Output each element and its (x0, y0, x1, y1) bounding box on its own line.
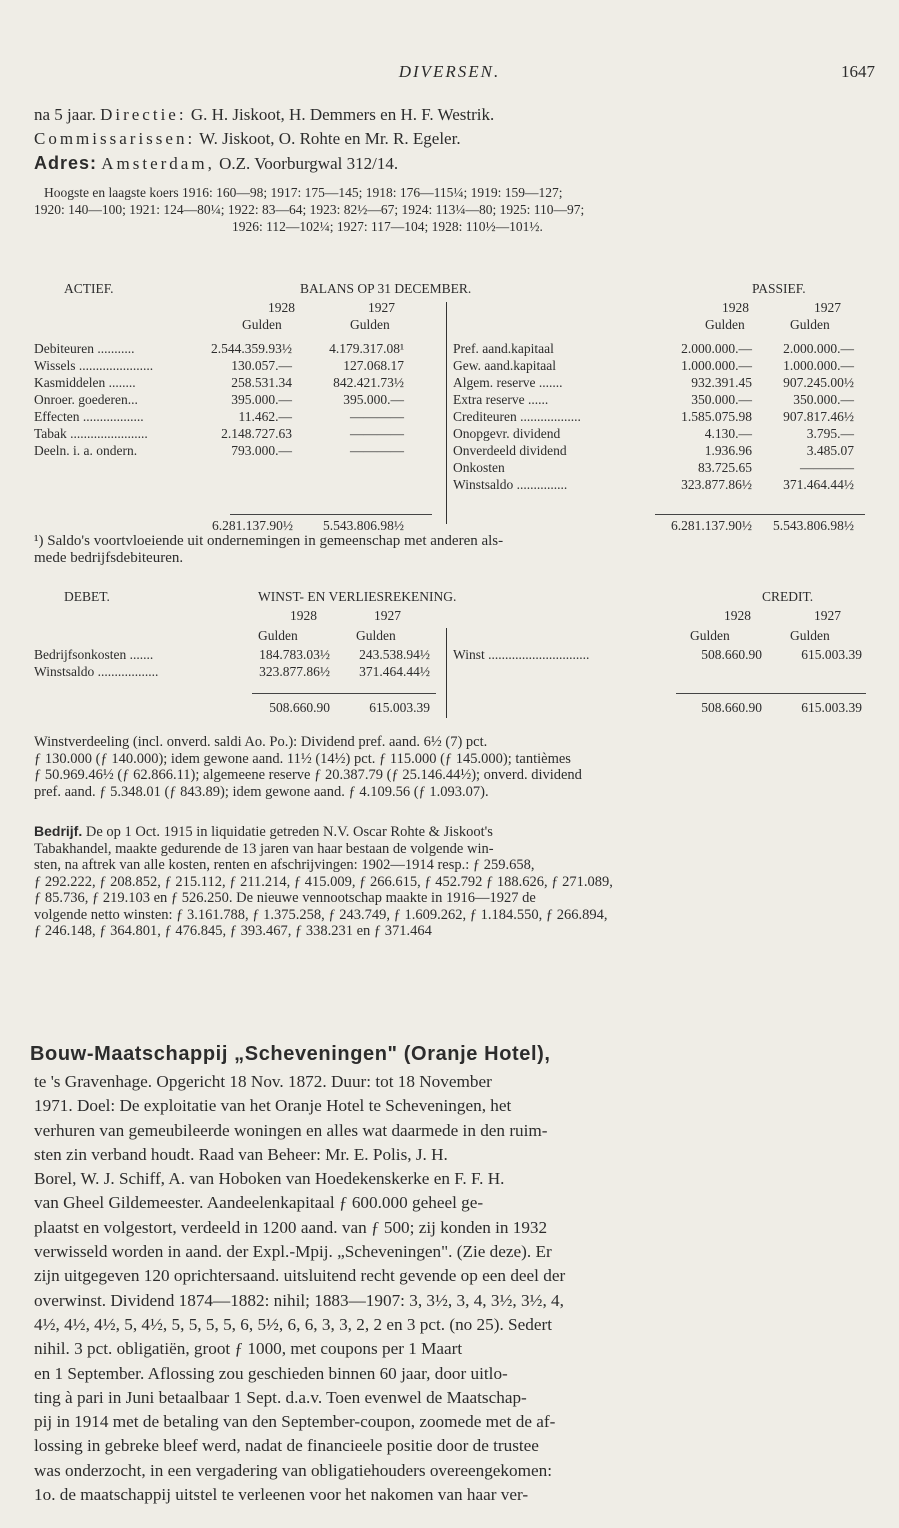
row-label: Debiteuren ........... (34, 341, 135, 356)
value-1927: 3.485.07 (806, 443, 854, 458)
value-1927: ———— (350, 426, 404, 441)
company-description (34, 1070, 869, 1507)
value-1927: 842.421.73½ (333, 375, 404, 390)
value-1927: 2.000.000.— (783, 341, 854, 356)
debet-total-1928: 508.660.90 (269, 700, 330, 715)
debet-year-1927: 1927 (374, 608, 401, 623)
value-1927: ———— (350, 409, 404, 424)
description-line: overwinst. Dividend 1874—1882: nihil; 1883—1907: 3, 3½, 3, 4, 3½, 3½, 4, (34, 1290, 564, 1310)
description-line: ting à pari in Juni betaalbaar 1 Sept. d.a.v. Toen evenwel de Maatschap- (34, 1387, 527, 1407)
value-1928: 1.000.000.— (681, 358, 752, 373)
row-label: Winstsaldo ............... (453, 477, 568, 492)
credit-total-1927: 615.003.39 (801, 700, 862, 715)
value-1927: 1.000.000.— (783, 358, 854, 373)
company-heading: Bouw-Maatschappij „Scheveningen" (Oranje Hotel), (30, 1043, 551, 1065)
row-label: Onverdeeld dividend (453, 443, 567, 458)
value-1928: 130.057.— (231, 358, 292, 373)
row-label: Onkosten (453, 460, 505, 475)
description-line: pij in 1914 met de betaling van den September-coupon, zoomede met de af- (34, 1412, 556, 1432)
value-1928: 1.936.96 (704, 443, 752, 458)
passief-total-1928: 6.281.137.90½ (671, 518, 752, 533)
adres-city: Amsterdam, (101, 154, 215, 173)
intro-text: na 5 jaar. (34, 105, 96, 124)
row-label: Effecten .................. (34, 409, 144, 424)
actief-label: ACTIEF. (64, 281, 114, 296)
winstverdeling-line: ƒ 130.000 (ƒ 140.000); idem gewone aand. 11½ (14½) pct. ƒ 115.000 (ƒ 145.000); tantièmes (34, 750, 571, 767)
credit-total-1928: 508.660.90 (701, 700, 762, 715)
passief-unit-1927: Gulden (790, 317, 830, 332)
running-header-title: DIVERSEN. (398, 62, 501, 81)
description-line: en 1 September. Aflossing zou geschieden binnen 60 jaar, door uitlo- (34, 1363, 508, 1383)
winst-divider (446, 628, 447, 718)
debet-label: DEBET. (64, 589, 110, 604)
directie-names: G. H. Jiskoot, H. Demmers en H. F. Westrik. (190, 105, 495, 124)
passief-total-rule (655, 514, 865, 515)
value-1927: 243.538.94½ (359, 647, 430, 662)
description-line: lossing in gebreke bleef werd, nadat de financieele positie door de trustee (34, 1436, 539, 1456)
adres-street: O.Z. Voorburgwal 312/14. (219, 154, 399, 173)
passief-total-1927: 5.543.806.98½ (773, 518, 854, 533)
actief-year-1927: 1927 (368, 300, 395, 315)
description-line: 1o. de maatschappij uitstel te verleenen voor het nakomen van haar ver- (34, 1485, 529, 1505)
bedrijf-line: ƒ 292.222, ƒ 208.852, ƒ 215.112, ƒ 211.214, ƒ 415.009, ƒ 266.615, ƒ 452.792 ƒ 188.626, ƒ 271.089, (34, 873, 613, 890)
actief-total-rule (230, 514, 432, 515)
winstverdeling-paragraph (34, 734, 869, 800)
credit-year-1927: 1927 (814, 608, 841, 623)
debet-total-1927: 615.003.39 (369, 700, 430, 715)
row-label: Deeln. i. a. ondern. (34, 443, 138, 458)
debet-unit-1928: Gulden (258, 628, 298, 643)
description-line: nihil. 3 pct. obligatiën, groot ƒ 1000, met coupons per 1 Maart (34, 1339, 463, 1359)
winstverdeling-line: Winstverdeeling (incl. onverd. saldi Ao. Po.): Dividend pref. aand. 6½ (7) pct. (34, 734, 488, 750)
value-1928: 184.783.03½ (259, 647, 330, 662)
bedrijf-line: volgende netto winsten: ƒ 3.161.788, ƒ 1.375.258, ƒ 243.749, ƒ 1.609.262, ƒ 1.184.550, ƒ 266.894, (34, 906, 608, 923)
credit-year-1928: 1928 (724, 608, 751, 623)
passief-unit-1928: Gulden (705, 317, 745, 332)
debet-unit-1927: Gulden (356, 628, 396, 643)
intro-line-2 (34, 128, 461, 150)
value-1927: 127.068.17 (343, 358, 404, 373)
value-1928: 2.000.000.— (681, 341, 752, 356)
actief-unit-1928: Gulden (242, 317, 282, 332)
bedrijf-label: Bedrijf. (34, 823, 83, 839)
directie-label: Directie: (100, 105, 187, 124)
credit-unit-1927: Gulden (790, 628, 830, 643)
value-1927: 3.795.— (806, 426, 854, 441)
passief-year-1927: 1927 (814, 300, 841, 315)
actief-total-1927: 5.543.806.98½ (323, 518, 404, 533)
row-label: Extra reserve ...... (453, 392, 549, 407)
description-line: te 's Gravenhage. Opgericht 18 Nov. 1872. Duur: tot 18 November (34, 1072, 492, 1091)
balans-divider (446, 302, 447, 524)
value-1928: 350.000.— (691, 392, 752, 407)
description-line: was onderzocht, in een vergadering van obligatiehouders overeengekomen: (34, 1460, 552, 1480)
balans-title: BALANS OP 31 DECEMBER. (300, 281, 472, 296)
value-1927: 371.464.44½ (783, 477, 854, 492)
winst-title: WINST- EN VERLIESREKENING. (258, 589, 457, 604)
description-line: sten zin verband houdt. Raad van Beheer: Mr. E. Polis, J. H. (34, 1144, 448, 1164)
row-label: Onopgevr. dividend (453, 426, 561, 441)
value-1928: 793.000.— (231, 443, 292, 458)
value-1928: 258.531.34 (231, 375, 292, 390)
credit-label: CREDIT. (762, 589, 814, 604)
value-1928: 508.660.90 (701, 647, 762, 662)
actief-total-1928: 6.281.137.90½ (212, 518, 293, 533)
description-line: verwisseld worden in aand. der Expl.-Mpij. „Scheveningen". (Zie deze). Er (34, 1242, 552, 1262)
value-1928: 2.544.359.93½ (211, 341, 292, 356)
value-1927: 615.003.39 (801, 647, 862, 662)
description-line: Borel, W. J. Schiff, A. van Hoboken van Hoedekenskerke en F. F. H. (34, 1169, 505, 1189)
value-1928: 323.877.86½ (681, 477, 752, 492)
actief-unit-1927: Gulden (350, 317, 390, 332)
row-label: Bedrijfsonkosten ....... (34, 647, 154, 662)
description-line: 4½, 4½, 4½, 5, 4½, 5, 5, 5, 5, 6, 5½, 6, 6, 3, 3, 2, 2 en 3 pct. (no 25). Sedert (34, 1314, 552, 1334)
debet-total-rule (252, 693, 436, 694)
bedrijf-line: De op 1 Oct. 1915 in liquidatie getreden N.V. Oscar Rohte & Jiskoot's (85, 824, 493, 840)
koers-line-2: 1920: 140—100; 1921: 124—80¼; 1922: 83—64; 1923: 82½—67; 1924: 113¼—80; 1925: 110—97; (34, 202, 585, 217)
description-line: plaatst en volgestort, verdeeld in 1200 aand. van ƒ 500; zij konden in 1932 (34, 1217, 548, 1237)
koers-line-3: 1926: 112—102¼; 1927: 117—104; 1928: 110½—101½. (232, 219, 543, 234)
bedrijf-paragraph (34, 823, 869, 940)
commissarissen-names: W. Jiskoot, O. Rohte en Mr. R. Egeler. (199, 129, 461, 148)
winstverdeling-line: pref. aand. ƒ 5.348.01 (ƒ 843.89); idem gewone aand. ƒ 4.109.56 (ƒ 1.093.07). (34, 783, 489, 800)
value-1928: 11.462.— (238, 409, 292, 424)
credit-total-rule (676, 693, 866, 694)
value-1927: ———— (800, 460, 854, 475)
value-1927: 4.179.317.08¹ (329, 341, 404, 356)
description-line: verhuren van gemeubileerde woningen en alles wat daarmede in den ruim- (34, 1120, 548, 1140)
row-label: Algem. reserve ....... (453, 375, 563, 390)
value-1927: 395.000.— (343, 392, 404, 407)
debet-year-1928: 1928 (290, 608, 317, 623)
bedrijf-line: sten, na aftrek van alle kosten, renten en afschrijvingen: 1902—1914 resp.: ƒ 259.658, (34, 857, 535, 873)
row-label: Wissels ...................... (34, 358, 154, 373)
value-1927: ———— (350, 443, 404, 458)
value-1928: 4.130.— (704, 426, 752, 441)
intro-line-1 (34, 104, 494, 126)
description-line: van Gheel Gildemeester. Aandeelenkapitaal ƒ 600.000 geheel ge- (34, 1193, 484, 1213)
row-label: Gew. aand.kapitaal (453, 358, 556, 373)
description-line: zijn uitgegeven 120 oprichtersaand. uitsluitend recht gevende op een deel der (34, 1266, 566, 1286)
actief-year-1928: 1928 (268, 300, 295, 315)
page-number: 1647 (841, 62, 875, 81)
koers-line-1: Hoogste en laagste koers 1916: 160—98; 1917: 175—145; 1918: 176—115¼; 1919: 159—127; (44, 185, 563, 200)
bedrijf-line: ƒ 85.736, ƒ 219.103 en ƒ 526.250. De nieuwe vennootschap maakte in 1916—1927 de (34, 890, 536, 906)
commissarissen-label: Commissarissen: (34, 129, 196, 148)
passief-label: PASSIEF. (752, 281, 806, 296)
description-line: 1971. Doel: De exploitatie van het Oranje Hotel te Scheveningen, het (34, 1096, 512, 1116)
value-1928: 932.391.45 (691, 375, 752, 390)
bedrijf-line: Tabakhandel, maakte gedurende de 13 jaren van haar bestaan de volgende win- (34, 840, 494, 857)
row-label: Pref. aand.kapitaal (453, 341, 554, 356)
row-label: Onroer. goederen... (34, 392, 138, 407)
row-label: Crediteuren .................. (453, 409, 581, 424)
row-label: Winstsaldo .................. (34, 664, 159, 679)
value-1927: 371.464.44½ (359, 664, 430, 679)
row-label: Kasmiddelen ........ (34, 375, 136, 390)
row-label: Tabak ....................... (34, 426, 148, 441)
intro-line-3 (34, 152, 398, 175)
bedrijf-line: ƒ 246.148, ƒ 364.801, ƒ 476.845, ƒ 393.467, ƒ 338.231 en ƒ 371.464 (34, 923, 432, 939)
passief-year-1928: 1928 (722, 300, 749, 315)
row-label: Winst .............................. (453, 647, 590, 662)
credit-unit-1928: Gulden (690, 628, 730, 643)
value-1927: 350.000.— (793, 392, 854, 407)
value-1927: 907.817.46½ (783, 409, 854, 424)
value-1928: 2.148.727.63 (221, 426, 292, 441)
footnote-line-1: ¹) Saldo's voortvloeiende uit ondernemingen in gemeenschap met anderen als- (34, 533, 504, 549)
footnote-line-2: mede bedrijfsdebiteuren. (34, 550, 184, 566)
adres-label: Adres: (34, 153, 98, 173)
winstverdeling-line: ƒ 50.969.46½ (ƒ 62.866.11); algemeene reserve ƒ 20.387.79 (ƒ 25.146.44½); onverd. dividend (34, 767, 582, 783)
value-1928: 1.585.075.98 (681, 409, 752, 424)
value-1928: 323.877.86½ (259, 664, 330, 679)
value-1928: 395.000.— (231, 392, 292, 407)
value-1928: 83.725.65 (698, 460, 752, 475)
value-1927: 907.245.00½ (783, 375, 854, 390)
